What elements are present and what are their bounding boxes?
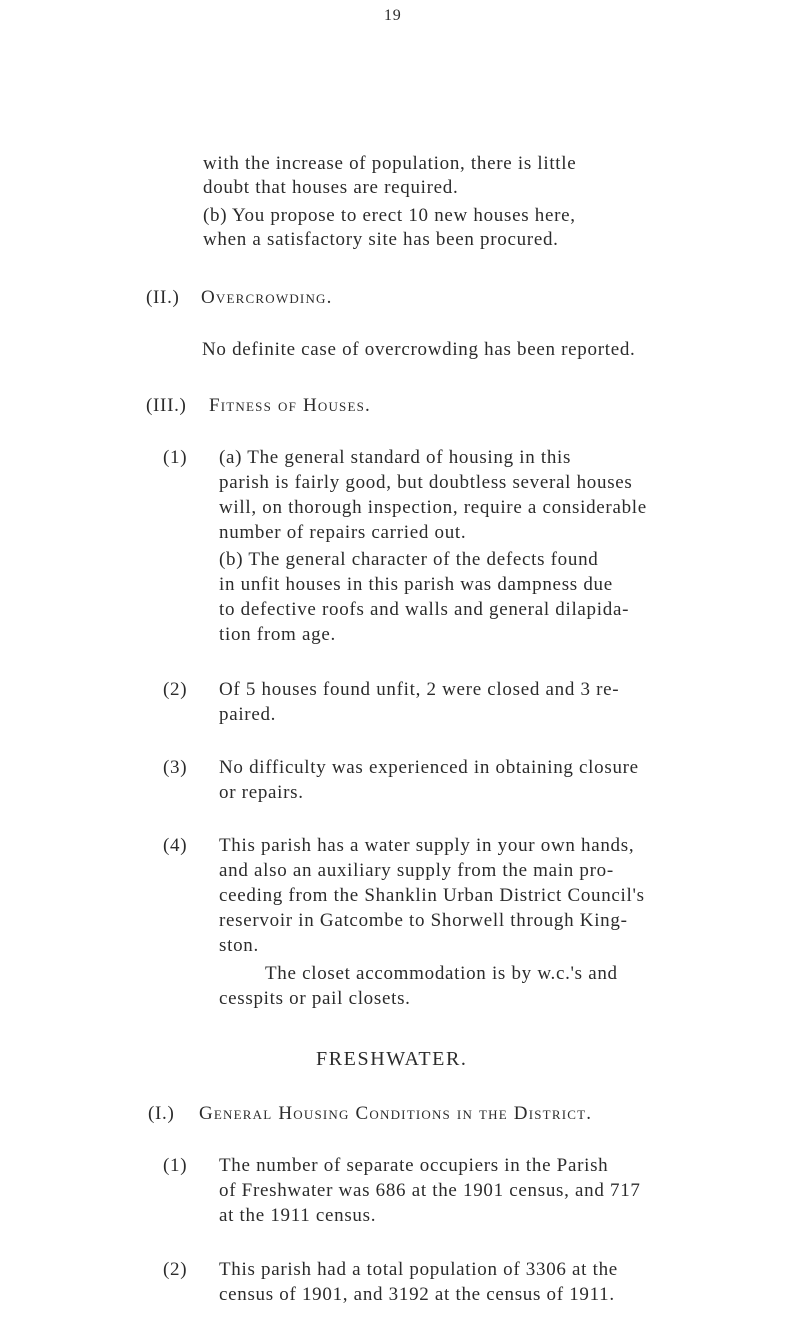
section-heading: Fitness of Houses. [209,395,371,416]
text-line: of Freshwater was 686 at the 1901 census, and 717 [219,1180,641,1201]
text-line: (b) You propose to erect 10 new houses here, [203,205,576,226]
item-number: (4) [163,835,188,856]
item-number: (1) [163,1155,188,1176]
text-line: parish is fairly good, but doubtless several houses [219,472,633,493]
text-line: (b) The general character of the defects found [219,549,599,570]
section-number: (I.) [148,1103,175,1124]
text-line: ston. [219,935,259,956]
text-line: This parish has a water supply in your own hands, [219,835,635,856]
text-line: ceeding from the Shanklin Urban District Council's [219,885,645,906]
text-line: in unfit houses in this parish was dampness due [219,574,613,595]
item-number: (2) [163,1259,188,1280]
section-number: (II.) [146,287,180,308]
text-line: Of 5 houses found unfit, 2 were closed and 3 re- [219,679,620,700]
page-number: 19 [384,7,402,24]
item-number: (1) [163,447,188,468]
text-line: cesspits or pail closets. [219,988,411,1009]
text-line: (a) The general standard of housing in this [219,447,572,468]
text-line: tion from age. [219,624,336,645]
text-line: doubt that houses are required. [203,177,459,198]
district-title: FRESHWATER. [316,1048,468,1070]
text-line: at the 1911 census. [219,1205,377,1226]
text-line: paired. [219,704,277,725]
text-line: when a satisfactory site has been procured. [203,229,559,250]
text-line: to defective roofs and walls and general dilapida- [219,599,630,620]
text-line: The number of separate occupiers in the Parish [219,1155,609,1176]
text-line: will, on thorough inspection, require a considerable [219,497,647,518]
text-line: No definite case of overcrowding has been reported. [202,339,636,360]
text-line: number of repairs carried out. [219,522,467,543]
section-heading: General Housing Conditions in the District. [199,1103,593,1124]
text-line: No difficulty was experienced in obtaining closure [219,757,639,778]
text-line: reservoir in Gatcombe to Shorwell through King- [219,910,628,931]
text-line: and also an auxiliary supply from the main pro- [219,860,614,881]
text-line: This parish had a total population of 3306 at the [219,1259,618,1280]
section-number: (III.) [146,395,187,416]
text-line: with the increase of population, there is little [203,153,577,174]
text-line: The closet accommodation is by w.c.'s and [265,963,618,984]
text-line: census of 1901, and 3192 at the census of 1911. [219,1284,615,1305]
section-heading: Overcrowding. [201,287,333,308]
item-number: (3) [163,757,188,778]
item-number: (2) [163,679,188,700]
text-line: or repairs. [219,782,304,803]
